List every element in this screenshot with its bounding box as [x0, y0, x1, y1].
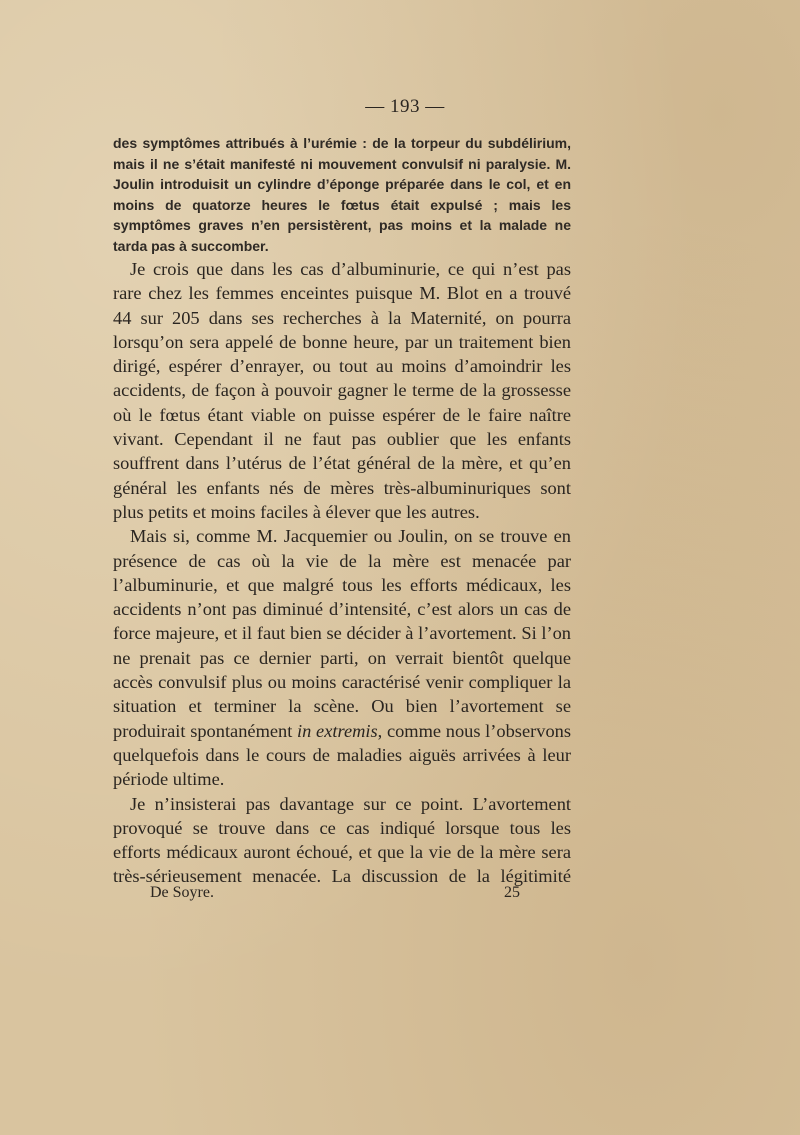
main-text [113, 257, 571, 889]
latin-phrase: in extremis [297, 720, 378, 741]
paragraph-text: , comme nous l’observons quelquefois dans le cours de maladies aiguës arrivées à leur période ultime. [113, 720, 571, 790]
paragraph-abortion-indication [113, 524, 571, 791]
page-number: — 193 — [365, 96, 445, 117]
paragraph-text: Mais si, comme M. Jacquemier ou Joulin, on se trouve en présence de cas où la vie de la mère est menacée par l’albuminurie, et que malgré tous les efforts médicaux, les accidents n’ont pas diminué d’intensité, c’est alors un cas de force majeure, et il faut bien se décider à l’avortement. Si l’on ne prenait pas ce dernier parti, on verrait bientôt quelque accès convulsif plus ou moins caractérisé venir compliquer la situation et terminer la scène. Ou bien l’avortement se produirait spontanément [113, 526, 571, 741]
sheet-number: 25 [504, 884, 520, 901]
case-note-paragraph: des symptômes attribués à l’urémie : de la torpeur du subdélirium, mais il ne s’était manifesté ni mouvement convulsif ni paralysie. M. Joulin introduisit un cylindre d’éponge préparée dans le col, et en moins de quatorze heures le fœtus était expulsé ; mais les symptômes graves n’en persistèrent, pas moins et la malade ne tarda pas à succomber. [113, 135, 571, 254]
paragraph-albuminuria: Je crois que dans les cas d’albuminurie, ce qui n’est pas rare chez les femmes enceintes puisque M. Blot en a trouvé 44 sur 205 dans ses recherches à la Maternité, on pourra lorsqu’on sera appelé de bonne heure, par un traitement bien dirigé, espérer d’enrayer, ou tout au moins d’amoindrir les accidents, de façon à pouvoir gagner le terme de la grossesse où le fœtus étant viable on puisse espérer de le faire naître vivant. Cependant il ne faut pas oublier que les enfants souffrent dans l’utérus de l’état général de la mère, et qu’en général les enfants nés de mères très-albuminuriques sont plus petits et moins faciles à élever que les autres. [113, 259, 571, 522]
author-signature: De Soyre. [150, 884, 214, 901]
paragraph-conclusion: Je n’insisterai pas davantage sur ce point. L’avortement provoqué se trouve dans ce cas indiqué lorsque tous les efforts médicaux auront échoué, et que la vie de la mère sera très-sérieusement menacée. La discussion de la légitimité [113, 793, 571, 887]
